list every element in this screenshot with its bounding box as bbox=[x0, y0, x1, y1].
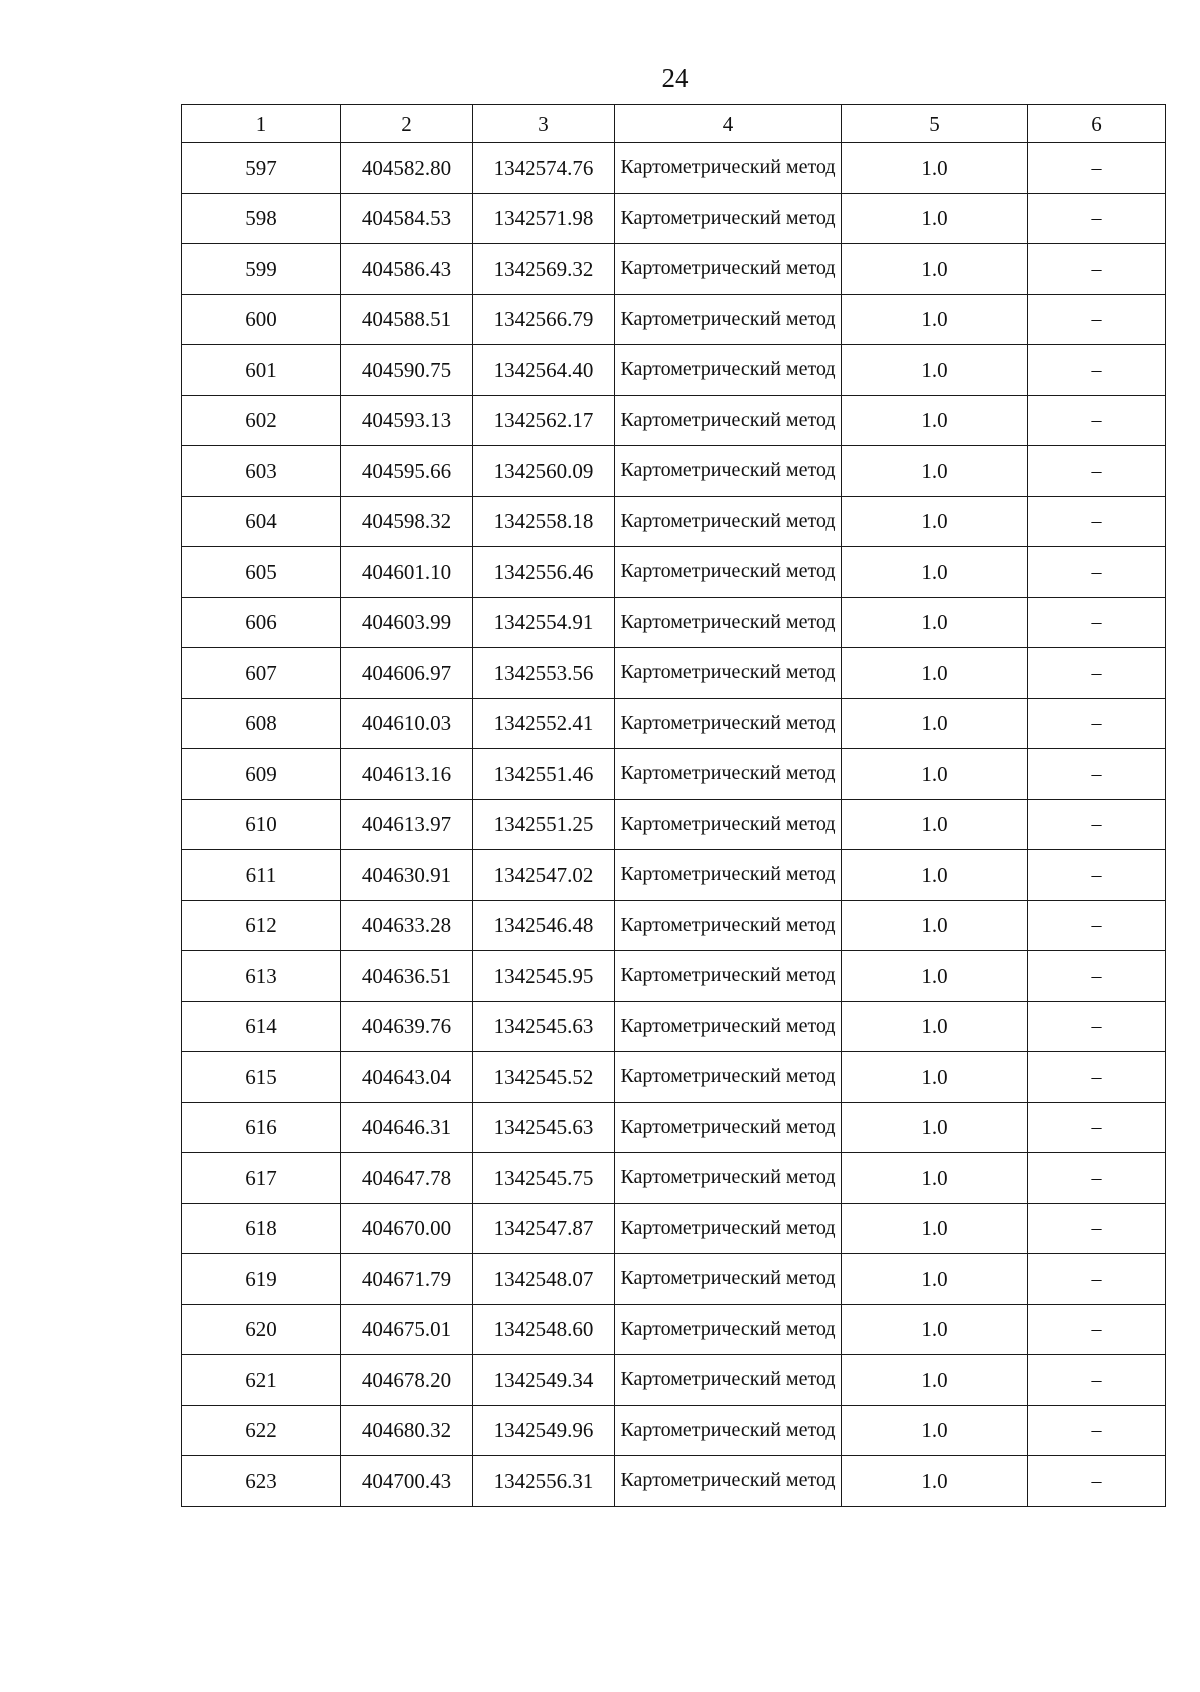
x-coordinate-cell: 404598.32 bbox=[341, 496, 473, 547]
method-cell: Картометрический метод bbox=[615, 1304, 842, 1355]
accuracy-cell: 1.0 bbox=[842, 193, 1028, 244]
accuracy-cell: 1.0 bbox=[842, 547, 1028, 598]
y-coordinate-cell: 1342545.63 bbox=[473, 1001, 615, 1052]
table-row bbox=[182, 1456, 1166, 1507]
method-cell: Картометрический метод bbox=[615, 951, 842, 1002]
point-number-cell: 608 bbox=[182, 698, 341, 749]
accuracy-cell: 1.0 bbox=[842, 1355, 1028, 1406]
table-row bbox=[182, 799, 1166, 850]
table-row bbox=[182, 1203, 1166, 1254]
point-number-cell: 599 bbox=[182, 244, 341, 295]
method-cell: Картометрический метод bbox=[615, 547, 842, 598]
accuracy-cell: 1.0 bbox=[842, 143, 1028, 194]
point-number-cell: 616 bbox=[182, 1102, 341, 1153]
column-header-1: 1 bbox=[182, 105, 341, 143]
note-cell: – bbox=[1028, 1304, 1166, 1355]
point-number-cell: 598 bbox=[182, 193, 341, 244]
method-cell: Картометрический метод bbox=[615, 1052, 842, 1103]
accuracy-cell: 1.0 bbox=[842, 345, 1028, 396]
method-cell: Картометрический метод bbox=[615, 799, 842, 850]
x-coordinate-cell: 404613.16 bbox=[341, 749, 473, 800]
table-row bbox=[182, 496, 1166, 547]
note-cell: – bbox=[1028, 850, 1166, 901]
accuracy-cell: 1.0 bbox=[842, 1102, 1028, 1153]
point-number-cell: 600 bbox=[182, 294, 341, 345]
y-coordinate-cell: 1342552.41 bbox=[473, 698, 615, 749]
method-cell: Картометрический метод bbox=[615, 1001, 842, 1052]
table-header-row bbox=[182, 105, 1166, 143]
accuracy-cell: 1.0 bbox=[842, 648, 1028, 699]
x-coordinate-cell: 404630.91 bbox=[341, 850, 473, 901]
accuracy-cell: 1.0 bbox=[842, 496, 1028, 547]
column-header-3: 3 bbox=[473, 105, 615, 143]
method-cell: Картометрический метод bbox=[615, 900, 842, 951]
x-coordinate-cell: 404588.51 bbox=[341, 294, 473, 345]
y-coordinate-cell: 1342569.32 bbox=[473, 244, 615, 295]
note-cell: – bbox=[1028, 1456, 1166, 1507]
x-coordinate-cell: 404586.43 bbox=[341, 244, 473, 295]
accuracy-cell: 1.0 bbox=[842, 850, 1028, 901]
x-coordinate-cell: 404671.79 bbox=[341, 1254, 473, 1305]
accuracy-cell: 1.0 bbox=[842, 1405, 1028, 1456]
x-coordinate-cell: 404603.99 bbox=[341, 597, 473, 648]
method-cell: Картометрический метод bbox=[615, 1456, 842, 1507]
note-cell: – bbox=[1028, 143, 1166, 194]
accuracy-cell: 1.0 bbox=[842, 395, 1028, 446]
coordinates-table bbox=[181, 104, 1166, 1507]
accuracy-cell: 1.0 bbox=[842, 1001, 1028, 1052]
method-cell: Картометрический метод bbox=[615, 1102, 842, 1153]
table-row bbox=[182, 143, 1166, 194]
note-cell: – bbox=[1028, 395, 1166, 446]
point-number-cell: 621 bbox=[182, 1355, 341, 1406]
table-row bbox=[182, 244, 1166, 295]
point-number-cell: 623 bbox=[182, 1456, 341, 1507]
point-number-cell: 601 bbox=[182, 345, 341, 396]
x-coordinate-cell: 404593.13 bbox=[341, 395, 473, 446]
x-coordinate-cell: 404700.43 bbox=[341, 1456, 473, 1507]
y-coordinate-cell: 1342560.09 bbox=[473, 446, 615, 497]
point-number-cell: 611 bbox=[182, 850, 341, 901]
accuracy-cell: 1.0 bbox=[842, 1304, 1028, 1355]
y-coordinate-cell: 1342562.17 bbox=[473, 395, 615, 446]
y-coordinate-cell: 1342556.31 bbox=[473, 1456, 615, 1507]
point-number-cell: 614 bbox=[182, 1001, 341, 1052]
table-row bbox=[182, 597, 1166, 648]
y-coordinate-cell: 1342564.40 bbox=[473, 345, 615, 396]
table-row bbox=[182, 1355, 1166, 1406]
column-header-4: 4 bbox=[615, 105, 842, 143]
y-coordinate-cell: 1342545.63 bbox=[473, 1102, 615, 1153]
method-cell: Картометрический метод bbox=[615, 1203, 842, 1254]
method-cell: Картометрический метод bbox=[615, 143, 842, 194]
note-cell: – bbox=[1028, 345, 1166, 396]
table-row bbox=[182, 1153, 1166, 1204]
method-cell: Картометрический метод bbox=[615, 698, 842, 749]
accuracy-cell: 1.0 bbox=[842, 1052, 1028, 1103]
point-number-cell: 606 bbox=[182, 597, 341, 648]
point-number-cell: 612 bbox=[182, 900, 341, 951]
method-cell: Картометрический метод bbox=[615, 395, 842, 446]
note-cell: – bbox=[1028, 496, 1166, 547]
column-header-2: 2 bbox=[341, 105, 473, 143]
table-row bbox=[182, 698, 1166, 749]
accuracy-cell: 1.0 bbox=[842, 900, 1028, 951]
table-row bbox=[182, 648, 1166, 699]
table-row bbox=[182, 900, 1166, 951]
accuracy-cell: 1.0 bbox=[842, 799, 1028, 850]
x-coordinate-cell: 404670.00 bbox=[341, 1203, 473, 1254]
point-number-cell: 620 bbox=[182, 1304, 341, 1355]
accuracy-cell: 1.0 bbox=[842, 749, 1028, 800]
y-coordinate-cell: 1342551.46 bbox=[473, 749, 615, 800]
accuracy-cell: 1.0 bbox=[842, 294, 1028, 345]
accuracy-cell: 1.0 bbox=[842, 597, 1028, 648]
table-row bbox=[182, 1102, 1166, 1153]
y-coordinate-cell: 1342554.91 bbox=[473, 597, 615, 648]
x-coordinate-cell: 404613.97 bbox=[341, 799, 473, 850]
x-coordinate-cell: 404646.31 bbox=[341, 1102, 473, 1153]
accuracy-cell: 1.0 bbox=[842, 1153, 1028, 1204]
method-cell: Картометрический метод bbox=[615, 597, 842, 648]
y-coordinate-cell: 1342566.79 bbox=[473, 294, 615, 345]
table-body bbox=[182, 143, 1166, 1507]
y-coordinate-cell: 1342547.02 bbox=[473, 850, 615, 901]
note-cell: – bbox=[1028, 1153, 1166, 1204]
accuracy-cell: 1.0 bbox=[842, 1456, 1028, 1507]
method-cell: Картометрический метод bbox=[615, 1355, 842, 1406]
y-coordinate-cell: 1342545.95 bbox=[473, 951, 615, 1002]
y-coordinate-cell: 1342553.56 bbox=[473, 648, 615, 699]
method-cell: Картометрический метод bbox=[615, 345, 842, 396]
note-cell: – bbox=[1028, 294, 1166, 345]
table-row bbox=[182, 850, 1166, 901]
method-cell: Картометрический метод bbox=[615, 294, 842, 345]
note-cell: – bbox=[1028, 1203, 1166, 1254]
note-cell: – bbox=[1028, 244, 1166, 295]
note-cell: – bbox=[1028, 1052, 1166, 1103]
note-cell: – bbox=[1028, 1001, 1166, 1052]
accuracy-cell: 1.0 bbox=[842, 244, 1028, 295]
note-cell: – bbox=[1028, 597, 1166, 648]
page-number: 24 bbox=[661, 63, 689, 93]
accuracy-cell: 1.0 bbox=[842, 698, 1028, 749]
note-cell: – bbox=[1028, 799, 1166, 850]
y-coordinate-cell: 1342558.18 bbox=[473, 496, 615, 547]
x-coordinate-cell: 404606.97 bbox=[341, 648, 473, 699]
accuracy-cell: 1.0 bbox=[842, 1254, 1028, 1305]
method-cell: Картометрический метод bbox=[615, 496, 842, 547]
method-cell: Картометрический метод bbox=[615, 193, 842, 244]
point-number-cell: 622 bbox=[182, 1405, 341, 1456]
point-number-cell: 617 bbox=[182, 1153, 341, 1204]
y-coordinate-cell: 1342545.52 bbox=[473, 1052, 615, 1103]
table-row bbox=[182, 749, 1166, 800]
y-coordinate-cell: 1342549.34 bbox=[473, 1355, 615, 1406]
point-number-cell: 619 bbox=[182, 1254, 341, 1305]
point-number-cell: 609 bbox=[182, 749, 341, 800]
y-coordinate-cell: 1342549.96 bbox=[473, 1405, 615, 1456]
point-number-cell: 615 bbox=[182, 1052, 341, 1103]
table-row bbox=[182, 294, 1166, 345]
table-row bbox=[182, 1254, 1166, 1305]
method-cell: Картометрический метод bbox=[615, 850, 842, 901]
x-coordinate-cell: 404639.76 bbox=[341, 1001, 473, 1052]
y-coordinate-cell: 1342551.25 bbox=[473, 799, 615, 850]
note-cell: – bbox=[1028, 698, 1166, 749]
column-header-6: 6 bbox=[1028, 105, 1166, 143]
table-row bbox=[182, 1405, 1166, 1456]
x-coordinate-cell: 404584.53 bbox=[341, 193, 473, 244]
method-cell: Картометрический метод bbox=[615, 244, 842, 295]
x-coordinate-cell: 404601.10 bbox=[341, 547, 473, 598]
note-cell: – bbox=[1028, 648, 1166, 699]
y-coordinate-cell: 1342545.75 bbox=[473, 1153, 615, 1204]
table-row bbox=[182, 395, 1166, 446]
x-coordinate-cell: 404675.01 bbox=[341, 1304, 473, 1355]
method-cell: Картометрический метод bbox=[615, 1153, 842, 1204]
point-number-cell: 610 bbox=[182, 799, 341, 850]
table-row bbox=[182, 1304, 1166, 1355]
x-coordinate-cell: 404636.51 bbox=[341, 951, 473, 1002]
point-number-cell: 605 bbox=[182, 547, 341, 598]
table-row bbox=[182, 193, 1166, 244]
x-coordinate-cell: 404595.66 bbox=[341, 446, 473, 497]
y-coordinate-cell: 1342548.07 bbox=[473, 1254, 615, 1305]
point-number-cell: 604 bbox=[182, 496, 341, 547]
table-row bbox=[182, 1052, 1166, 1103]
method-cell: Картометрический метод bbox=[615, 749, 842, 800]
point-number-cell: 603 bbox=[182, 446, 341, 497]
table-row bbox=[182, 446, 1166, 497]
x-coordinate-cell: 404647.78 bbox=[341, 1153, 473, 1204]
method-cell: Картометрический метод bbox=[615, 446, 842, 497]
x-coordinate-cell: 404680.32 bbox=[341, 1405, 473, 1456]
method-cell: Картометрический метод bbox=[615, 1405, 842, 1456]
table-row bbox=[182, 345, 1166, 396]
y-coordinate-cell: 1342571.98 bbox=[473, 193, 615, 244]
y-coordinate-cell: 1342574.76 bbox=[473, 143, 615, 194]
table-row bbox=[182, 1001, 1166, 1052]
note-cell: – bbox=[1028, 1355, 1166, 1406]
x-coordinate-cell: 404610.03 bbox=[341, 698, 473, 749]
x-coordinate-cell: 404678.20 bbox=[341, 1355, 473, 1406]
y-coordinate-cell: 1342546.48 bbox=[473, 900, 615, 951]
point-number-cell: 613 bbox=[182, 951, 341, 1002]
y-coordinate-cell: 1342548.60 bbox=[473, 1304, 615, 1355]
accuracy-cell: 1.0 bbox=[842, 1203, 1028, 1254]
y-coordinate-cell: 1342547.87 bbox=[473, 1203, 615, 1254]
note-cell: – bbox=[1028, 547, 1166, 598]
note-cell: – bbox=[1028, 193, 1166, 244]
note-cell: – bbox=[1028, 900, 1166, 951]
accuracy-cell: 1.0 bbox=[842, 951, 1028, 1002]
note-cell: – bbox=[1028, 446, 1166, 497]
accuracy-cell: 1.0 bbox=[842, 446, 1028, 497]
note-cell: – bbox=[1028, 1405, 1166, 1456]
x-coordinate-cell: 404633.28 bbox=[341, 900, 473, 951]
point-number-cell: 597 bbox=[182, 143, 341, 194]
table-row bbox=[182, 951, 1166, 1002]
method-cell: Картометрический метод bbox=[615, 648, 842, 699]
point-number-cell: 607 bbox=[182, 648, 341, 699]
point-number-cell: 602 bbox=[182, 395, 341, 446]
x-coordinate-cell: 404590.75 bbox=[341, 345, 473, 396]
x-coordinate-cell: 404582.80 bbox=[341, 143, 473, 194]
point-number-cell: 618 bbox=[182, 1203, 341, 1254]
note-cell: – bbox=[1028, 951, 1166, 1002]
table-row bbox=[182, 547, 1166, 598]
x-coordinate-cell: 404643.04 bbox=[341, 1052, 473, 1103]
note-cell: – bbox=[1028, 1102, 1166, 1153]
column-header-5: 5 bbox=[842, 105, 1028, 143]
method-cell: Картометрический метод bbox=[615, 1254, 842, 1305]
y-coordinate-cell: 1342556.46 bbox=[473, 547, 615, 598]
note-cell: – bbox=[1028, 1254, 1166, 1305]
note-cell: – bbox=[1028, 749, 1166, 800]
